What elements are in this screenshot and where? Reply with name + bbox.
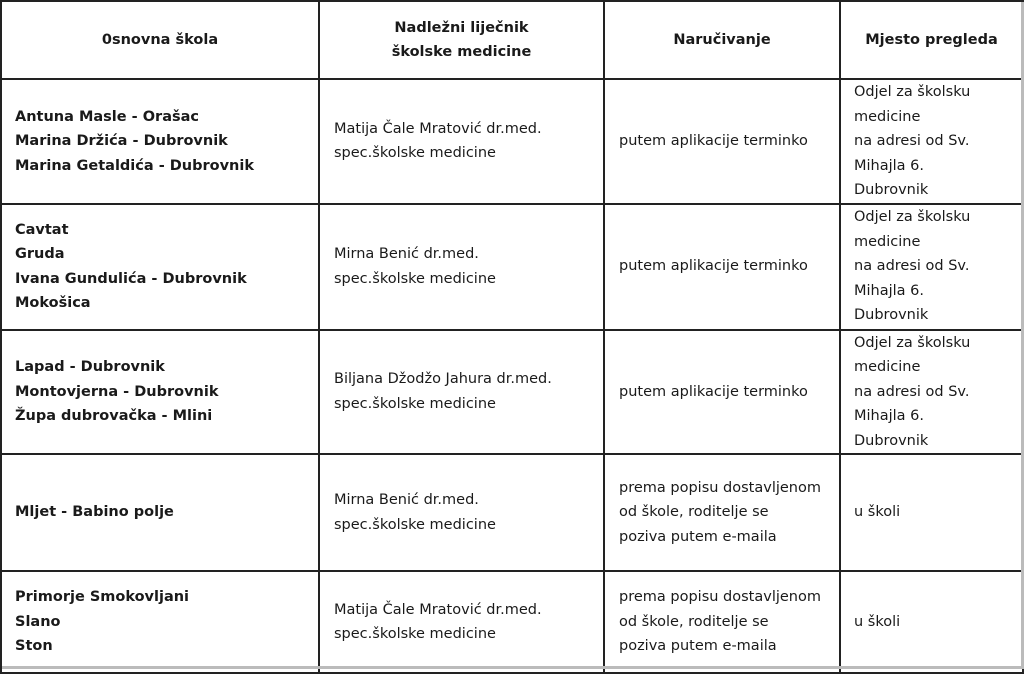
booking-cell [604, 571, 840, 673]
school-cell [1, 330, 319, 455]
place-line: medicine [854, 233, 921, 250]
booking-text: prema popisu dostavljenom [619, 589, 821, 606]
header-place [840, 1, 1023, 79]
doctor-cell [319, 454, 604, 571]
place-line: Mihajla 6. [854, 157, 925, 174]
doctor-name: Mirna Benić dr.med. [334, 492, 479, 508]
booking-text: poziva putem e-maila [619, 528, 777, 545]
header-doctor [319, 1, 604, 79]
place-line: u školi [854, 504, 901, 521]
place-cell [840, 571, 1023, 673]
place-line: Dubrovnik [854, 182, 929, 198]
header-school-text: 0snovna škola [101, 31, 219, 48]
table-header-row [1, 1, 1023, 79]
place-line: medicine [854, 108, 921, 125]
place-cell [840, 204, 1023, 330]
booking-cell [604, 330, 840, 455]
table-row [1, 571, 1023, 673]
school-name: Mljet - Babino polje [15, 504, 174, 521]
doctor-cell [319, 571, 604, 673]
place-line: Dubrovnik [854, 432, 929, 449]
table-row [1, 330, 1023, 455]
school-name: Lapad - Dubrovnik [15, 359, 165, 375]
place-line: Odjel za školsku [854, 209, 971, 226]
header-doctor-line-1: Nadležni liječnik [394, 19, 529, 36]
school-name: Ston [15, 638, 53, 655]
booking-text: putem aplikacije terminko [619, 258, 808, 275]
booking-text: poziva putem e-maila [619, 638, 777, 655]
header-booking-text: Naručivanje [673, 31, 771, 48]
header-place-text: Mjesto pregleda [865, 31, 998, 48]
doctor-specialty: spec.školske medicine [334, 516, 496, 533]
school-name: Cavtat [15, 221, 69, 238]
school-cell [1, 571, 319, 673]
doctor-specialty: spec.školske medicine [334, 395, 496, 412]
place-line: medicine [854, 359, 921, 375]
place-line: u školi [854, 613, 901, 630]
doctor-name: Matija Čale Mratović dr.med. [334, 120, 542, 137]
doctor-specialty: spec.školske medicine [334, 270, 496, 287]
school-cell [1, 79, 319, 204]
table-row [1, 204, 1023, 330]
booking-text: putem aplikacije terminko [619, 133, 808, 149]
booking-text: putem aplikacije terminko [619, 383, 808, 400]
place-cell [840, 79, 1023, 204]
school-name: Marina Getaldića - Dubrovnik [15, 157, 254, 174]
header-doctor-line-2: školske medicine [391, 44, 532, 60]
place-cell [840, 330, 1023, 455]
school-name: Slano [15, 613, 61, 630]
header-booking [604, 1, 840, 79]
doctor-name: Biljana Džodžo Jahura dr.med. [334, 371, 552, 388]
doctor-specialty: spec.školske medicine [334, 626, 496, 642]
header-school [1, 1, 319, 79]
place-line: Mihajla 6. [854, 408, 925, 424]
doctor-cell [319, 79, 604, 204]
booking-text: prema popisu dostavljenom [619, 479, 821, 496]
doctor-specialty: spec.školske medicine [334, 145, 496, 162]
school-name: Primorje Smokovljani [15, 589, 190, 606]
place-line: Dubrovnik [854, 307, 929, 324]
place-cell [840, 454, 1023, 571]
school-cell [1, 204, 319, 330]
place-line: na adresi od Sv. [854, 383, 970, 400]
booking-cell [604, 79, 840, 204]
school-name: Ivana Gundulića - Dubrovnik [15, 270, 247, 287]
school-name: Župa dubrovačka - Mlini [15, 408, 213, 424]
doctor-cell [319, 204, 604, 330]
place-line: Odjel za školsku [854, 84, 971, 100]
booking-cell [604, 204, 840, 330]
doctor-name: Matija Čale Mratović dr.med. [334, 601, 542, 618]
school-name: Montovjerna - Dubrovnik [15, 383, 219, 400]
booking-cell [604, 454, 840, 571]
doctor-cell [319, 330, 604, 455]
school-name: Antuna Masle - Orašac [15, 108, 199, 125]
place-line: Odjel za školsku [854, 334, 971, 351]
table-row [1, 79, 1023, 204]
table-row [1, 454, 1023, 571]
school-cell [1, 454, 319, 571]
school-name: Marina Držića - Dubrovnik [15, 133, 228, 149]
school-name: Mokošica [15, 295, 91, 311]
place-line: na adresi od Sv. [854, 133, 970, 149]
place-line: Mihajla 6. [854, 282, 925, 299]
booking-text: od škole, roditelje se [619, 504, 769, 521]
doctor-name: Mirna Benić dr.med. [334, 246, 479, 262]
place-line: na adresi od Sv. [854, 258, 970, 275]
booking-text: od škole, roditelje se [619, 613, 769, 630]
school-name: Gruda [15, 246, 65, 262]
